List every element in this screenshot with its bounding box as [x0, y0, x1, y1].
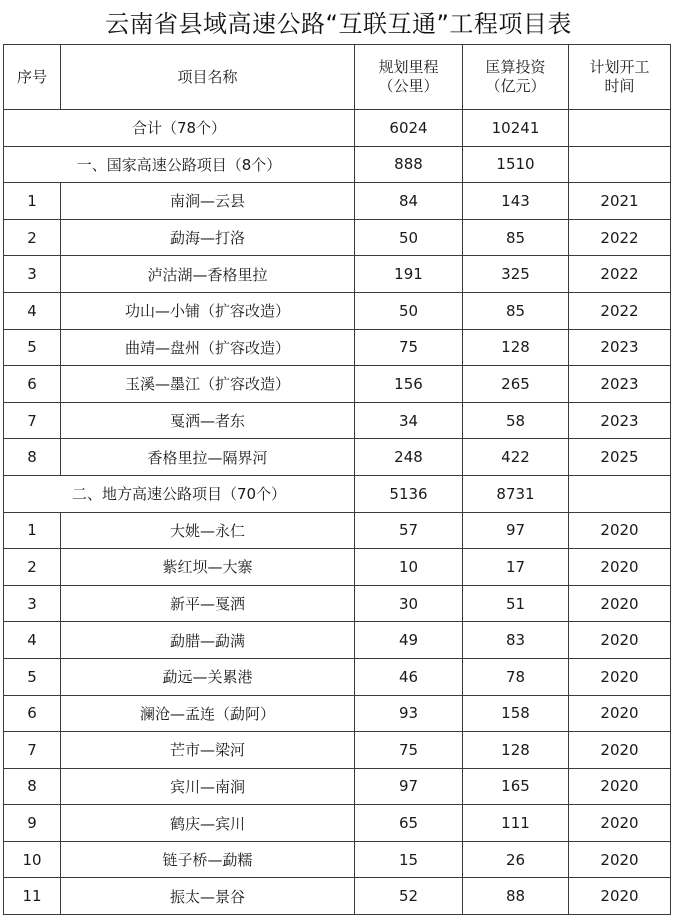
total-length: 6024 — [355, 110, 463, 147]
total-year — [569, 110, 671, 147]
row-invest: 88 — [463, 878, 569, 915]
row-no: 3 — [4, 256, 61, 293]
row-no: 2 — [4, 219, 61, 256]
row-name: 香格里拉—隔界河 — [61, 439, 355, 476]
row-no: 5 — [4, 658, 61, 695]
row-length: 156 — [355, 366, 463, 403]
row-year: 2023 — [569, 366, 671, 403]
row-no: 3 — [4, 585, 61, 622]
row-no: 10 — [4, 841, 61, 878]
table-row — [4, 622, 671, 659]
row-length: 46 — [355, 658, 463, 695]
total-invest: 10241 — [463, 110, 569, 147]
header-length-line1: 规划里程 — [378, 58, 439, 76]
row-name: 紫红坝—大寨 — [61, 549, 355, 586]
row-name: 泸沽湖—香格里拉 — [61, 256, 355, 293]
row-name: 勐腊—勐满 — [61, 622, 355, 659]
row-invest: 97 — [463, 512, 569, 549]
row-length: 75 — [355, 732, 463, 769]
table-row — [4, 805, 671, 842]
row-year: 2021 — [569, 183, 671, 220]
header-year-line2: 时间 — [604, 77, 635, 95]
row-no: 4 — [4, 622, 61, 659]
row-no: 6 — [4, 366, 61, 403]
row-no: 6 — [4, 695, 61, 732]
row-year: 2020 — [569, 549, 671, 586]
row-invest: 165 — [463, 768, 569, 805]
section1-year — [569, 146, 671, 183]
table-row — [4, 768, 671, 805]
row-year: 2023 — [569, 329, 671, 366]
row-invest: 128 — [463, 732, 569, 769]
section2-label: 二、地方高速公路项目（70个） — [4, 475, 355, 512]
row-invest: 158 — [463, 695, 569, 732]
table-row — [4, 658, 671, 695]
header-no: 序号 — [4, 45, 61, 110]
row-no: 1 — [4, 512, 61, 549]
table-row — [4, 183, 671, 220]
project-table — [3, 44, 671, 915]
header-row — [4, 45, 671, 110]
section-row-national — [4, 146, 671, 183]
row-invest: 58 — [463, 402, 569, 439]
row-no: 8 — [4, 439, 61, 476]
row-no: 8 — [4, 768, 61, 805]
row-invest: 111 — [463, 805, 569, 842]
row-name: 链子桥—勐糯 — [61, 841, 355, 878]
header-year — [569, 45, 671, 110]
row-invest: 17 — [463, 549, 569, 586]
section2-invest: 8731 — [463, 475, 569, 512]
row-no: 2 — [4, 549, 61, 586]
row-no: 9 — [4, 805, 61, 842]
row-length: 15 — [355, 841, 463, 878]
row-length: 84 — [355, 183, 463, 220]
row-length: 49 — [355, 622, 463, 659]
row-length: 65 — [355, 805, 463, 842]
row-name: 玉溪—墨江（扩容改造） — [61, 366, 355, 403]
row-name: 新平—戛洒 — [61, 585, 355, 622]
row-name: 大姚—永仁 — [61, 512, 355, 549]
row-length: 34 — [355, 402, 463, 439]
row-length: 50 — [355, 292, 463, 329]
header-name: 项目名称 — [61, 45, 355, 110]
header-invest-line2: （亿元） — [485, 77, 546, 95]
table-row — [4, 732, 671, 769]
section2-length: 5136 — [355, 475, 463, 512]
row-no: 7 — [4, 732, 61, 769]
row-year: 2022 — [569, 256, 671, 293]
section1-label: 一、国家高速公路项目（8个） — [4, 146, 355, 183]
table-row — [4, 366, 671, 403]
section1-length: 888 — [355, 146, 463, 183]
table-title: 云南省县域高速公路“互联互通”工程项目表 — [105, 10, 572, 38]
row-year: 2020 — [569, 658, 671, 695]
row-length: 57 — [355, 512, 463, 549]
total-row — [4, 110, 671, 147]
row-length: 93 — [355, 695, 463, 732]
row-invest: 325 — [463, 256, 569, 293]
row-year: 2020 — [569, 878, 671, 915]
row-invest: 143 — [463, 183, 569, 220]
row-invest: 265 — [463, 366, 569, 403]
header-year-line1: 计划开工 — [589, 58, 650, 76]
table-row — [4, 256, 671, 293]
table-row — [4, 219, 671, 256]
row-length: 50 — [355, 219, 463, 256]
row-year: 2020 — [569, 622, 671, 659]
row-name: 鹤庆—宾川 — [61, 805, 355, 842]
row-invest: 83 — [463, 622, 569, 659]
total-label: 合计（78个） — [4, 110, 355, 147]
row-year: 2022 — [569, 292, 671, 329]
row-invest: 26 — [463, 841, 569, 878]
table-row — [4, 878, 671, 915]
row-year: 2020 — [569, 805, 671, 842]
row-year: 2022 — [569, 219, 671, 256]
row-invest: 51 — [463, 585, 569, 622]
row-name: 功山—小铺（扩容改造） — [61, 292, 355, 329]
table-row — [4, 402, 671, 439]
row-year: 2020 — [569, 768, 671, 805]
table-row — [4, 841, 671, 878]
table-row — [4, 329, 671, 366]
header-length-line2: （公里） — [378, 77, 439, 95]
row-no: 7 — [4, 402, 61, 439]
row-no: 5 — [4, 329, 61, 366]
row-invest: 128 — [463, 329, 569, 366]
table-row — [4, 549, 671, 586]
row-name: 宾川—南涧 — [61, 768, 355, 805]
header-length — [355, 45, 463, 110]
row-name: 勐远—关累港 — [61, 658, 355, 695]
section-row-local — [4, 475, 671, 512]
row-year: 2020 — [569, 841, 671, 878]
row-year: 2020 — [569, 512, 671, 549]
row-name: 振太—景谷 — [61, 878, 355, 915]
row-year: 2020 — [569, 585, 671, 622]
row-name: 曲靖—盘州（扩容改造） — [61, 329, 355, 366]
row-year: 2023 — [569, 402, 671, 439]
section1-invest: 1510 — [463, 146, 569, 183]
row-name: 戛洒—者东 — [61, 402, 355, 439]
row-name: 芒市—梁河 — [61, 732, 355, 769]
row-length: 248 — [355, 439, 463, 476]
header-invest-line1: 匡算投资 — [485, 58, 546, 76]
row-length: 191 — [355, 256, 463, 293]
row-no: 11 — [4, 878, 61, 915]
table-row — [4, 585, 671, 622]
row-name: 澜沧—孟连（勐阿） — [61, 695, 355, 732]
table-row — [4, 292, 671, 329]
row-length: 30 — [355, 585, 463, 622]
row-year: 2020 — [569, 732, 671, 769]
section2-year — [569, 475, 671, 512]
row-name: 勐海—打洛 — [61, 219, 355, 256]
row-no: 4 — [4, 292, 61, 329]
header-invest — [463, 45, 569, 110]
row-length: 75 — [355, 329, 463, 366]
row-invest: 85 — [463, 219, 569, 256]
row-no: 1 — [4, 183, 61, 220]
row-year: 2020 — [569, 695, 671, 732]
table-row — [4, 439, 671, 476]
row-invest: 85 — [463, 292, 569, 329]
row-length: 10 — [355, 549, 463, 586]
row-invest: 78 — [463, 658, 569, 695]
table-row — [4, 695, 671, 732]
row-name: 南涧—云县 — [61, 183, 355, 220]
row-length: 52 — [355, 878, 463, 915]
table-row — [4, 512, 671, 549]
row-invest: 422 — [463, 439, 569, 476]
row-year: 2025 — [569, 439, 671, 476]
row-length: 97 — [355, 768, 463, 805]
